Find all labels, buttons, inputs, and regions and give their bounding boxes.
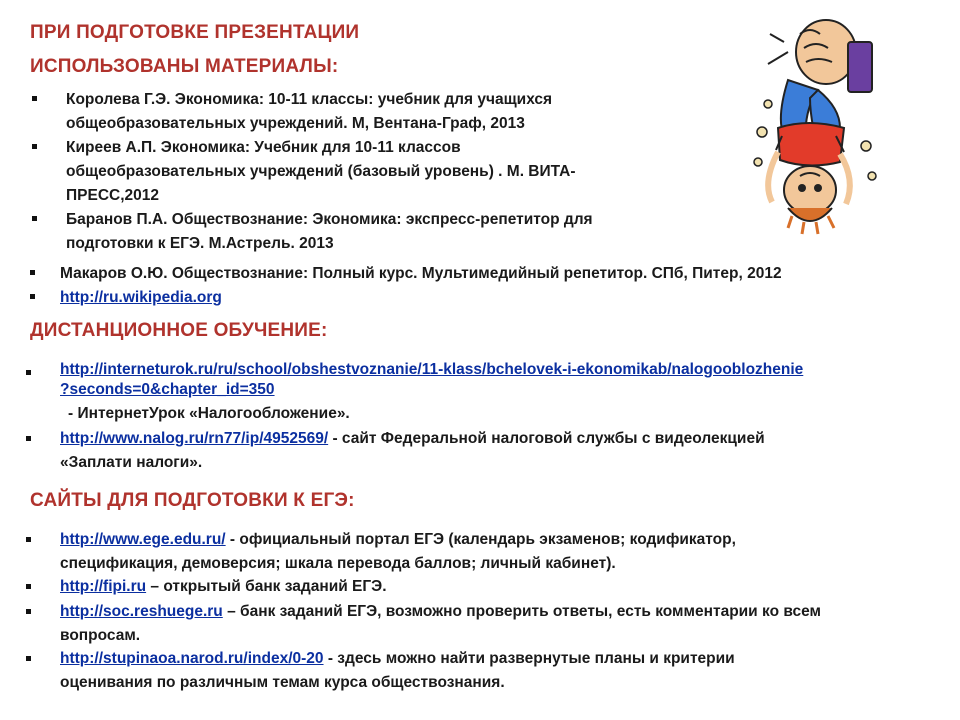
reshuege-link[interactable]: http://soc.reshuege.ru [60,603,223,620]
ege-edu-link[interactable]: http://www.ege.edu.ru/ [60,531,226,548]
ege-heading: САЙТЫ ДЛЯ ПОДГОТОВКИ К ЕГЭ: [30,490,355,511]
list-item-reshuege: http://soc.reshuege.ru – банк заданий ЕГЭ, возможно проверить ответы, есть комментарии ко всем вопросам. [60,603,821,644]
list-item-baranov: Баранов П.А. Обществознание: Экономика: экспресс-репетитор для подготовки к ЕГЭ. М.Астрель. 2013 [66,211,593,252]
distance-heading: ДИСТАНЦИОННОЕ ОБУЧЕНИЕ: [30,320,328,341]
materials-heading-line1: ПРИ ПОДГОТОВКЕ ПРЕЗЕНТАЦИИ [30,22,360,43]
bullet [30,270,35,275]
materials-heading-line2: ИСПОЛЬЗОВАНЫ МАТЕРИАЛЫ: [30,56,339,77]
interneturok-link[interactable]: http://interneturok.ru/ru/school/obshestvoznanie/11-klass/bchelovek-i-ekonomikab/nalogooblozhenie ?seconds=0&chapter_id=350 [60,361,804,398]
list-item-nalog: http://www.nalog.ru/rn77/ip/4952569/ - сайт Федеральной налоговой службы с видеолекцией «Заплати налоги». [60,430,765,471]
bullet [26,370,31,375]
head-icon [784,166,836,234]
bullet [32,144,37,149]
bullet [26,584,31,589]
list-item-makarov: Макаров О.Ю. Обществознание: Полный курс. Мультимедийный репетитор. СПб, Питер, 2012 [60,265,782,282]
list-item-interneturok: http://interneturok.ru/ru/school/obshestvoznanie/11-klass/bchelovek-i-ekonomikab/nalogooblozhenie ?seconds=0&chapter_id=350 - ИнтернетУрок «Налогообложение». [60,361,804,422]
list-item-wikipedia [60,286,222,310]
bullet [32,96,37,101]
list-item-fipi: http://fipi.ru – открытый банк заданий ЕГЭ. [60,578,387,595]
wikipedia-link[interactable]: http://ru.wikipedia.org [60,289,222,306]
list-item-koroleva: Королева Г.Э. Экономика: 10-11 классы: учебник для учащихся общеобразовательных учреждений. М, Вентана-Граф, 2013 [66,91,553,132]
bullet [30,294,35,299]
list-item-stupinaoa: http://stupinaoa.narod.ru/index/0-20 - здесь можно найти развернутые планы и критерии оценивания по различным темам курса обществознания. [60,650,735,691]
upside-down-cartoon-illustration [748,12,898,240]
fist-icon [768,20,872,92]
fipi-link[interactable]: http://fipi.ru [60,578,147,595]
stupinaoa-link[interactable]: http://stupinaoa.narod.ru/index/0-20 [60,650,324,667]
bullet [26,656,31,661]
bullet [26,436,31,441]
shirt-icon [776,123,844,166]
list-item-kireev: Киреев А.П. Экономика: Учебник для 10-11 классов общеобразовательных учреждений (базовый уровень) . М. ВИТА- ПРЕСС,2012 [66,139,576,204]
nalog-link[interactable]: http://www.nalog.ru/rn77/ip/4952569/ [60,430,329,447]
bullet [26,537,31,542]
list-item-ege-edu: http://www.ege.edu.ru/ - официальный портал ЕГЭ (календарь экзаменов; кодификатор, спецификация, демоверсия; шкала перевода баллов; личный кабинет). [60,531,736,572]
bullet [32,216,37,221]
bullet [26,609,31,614]
